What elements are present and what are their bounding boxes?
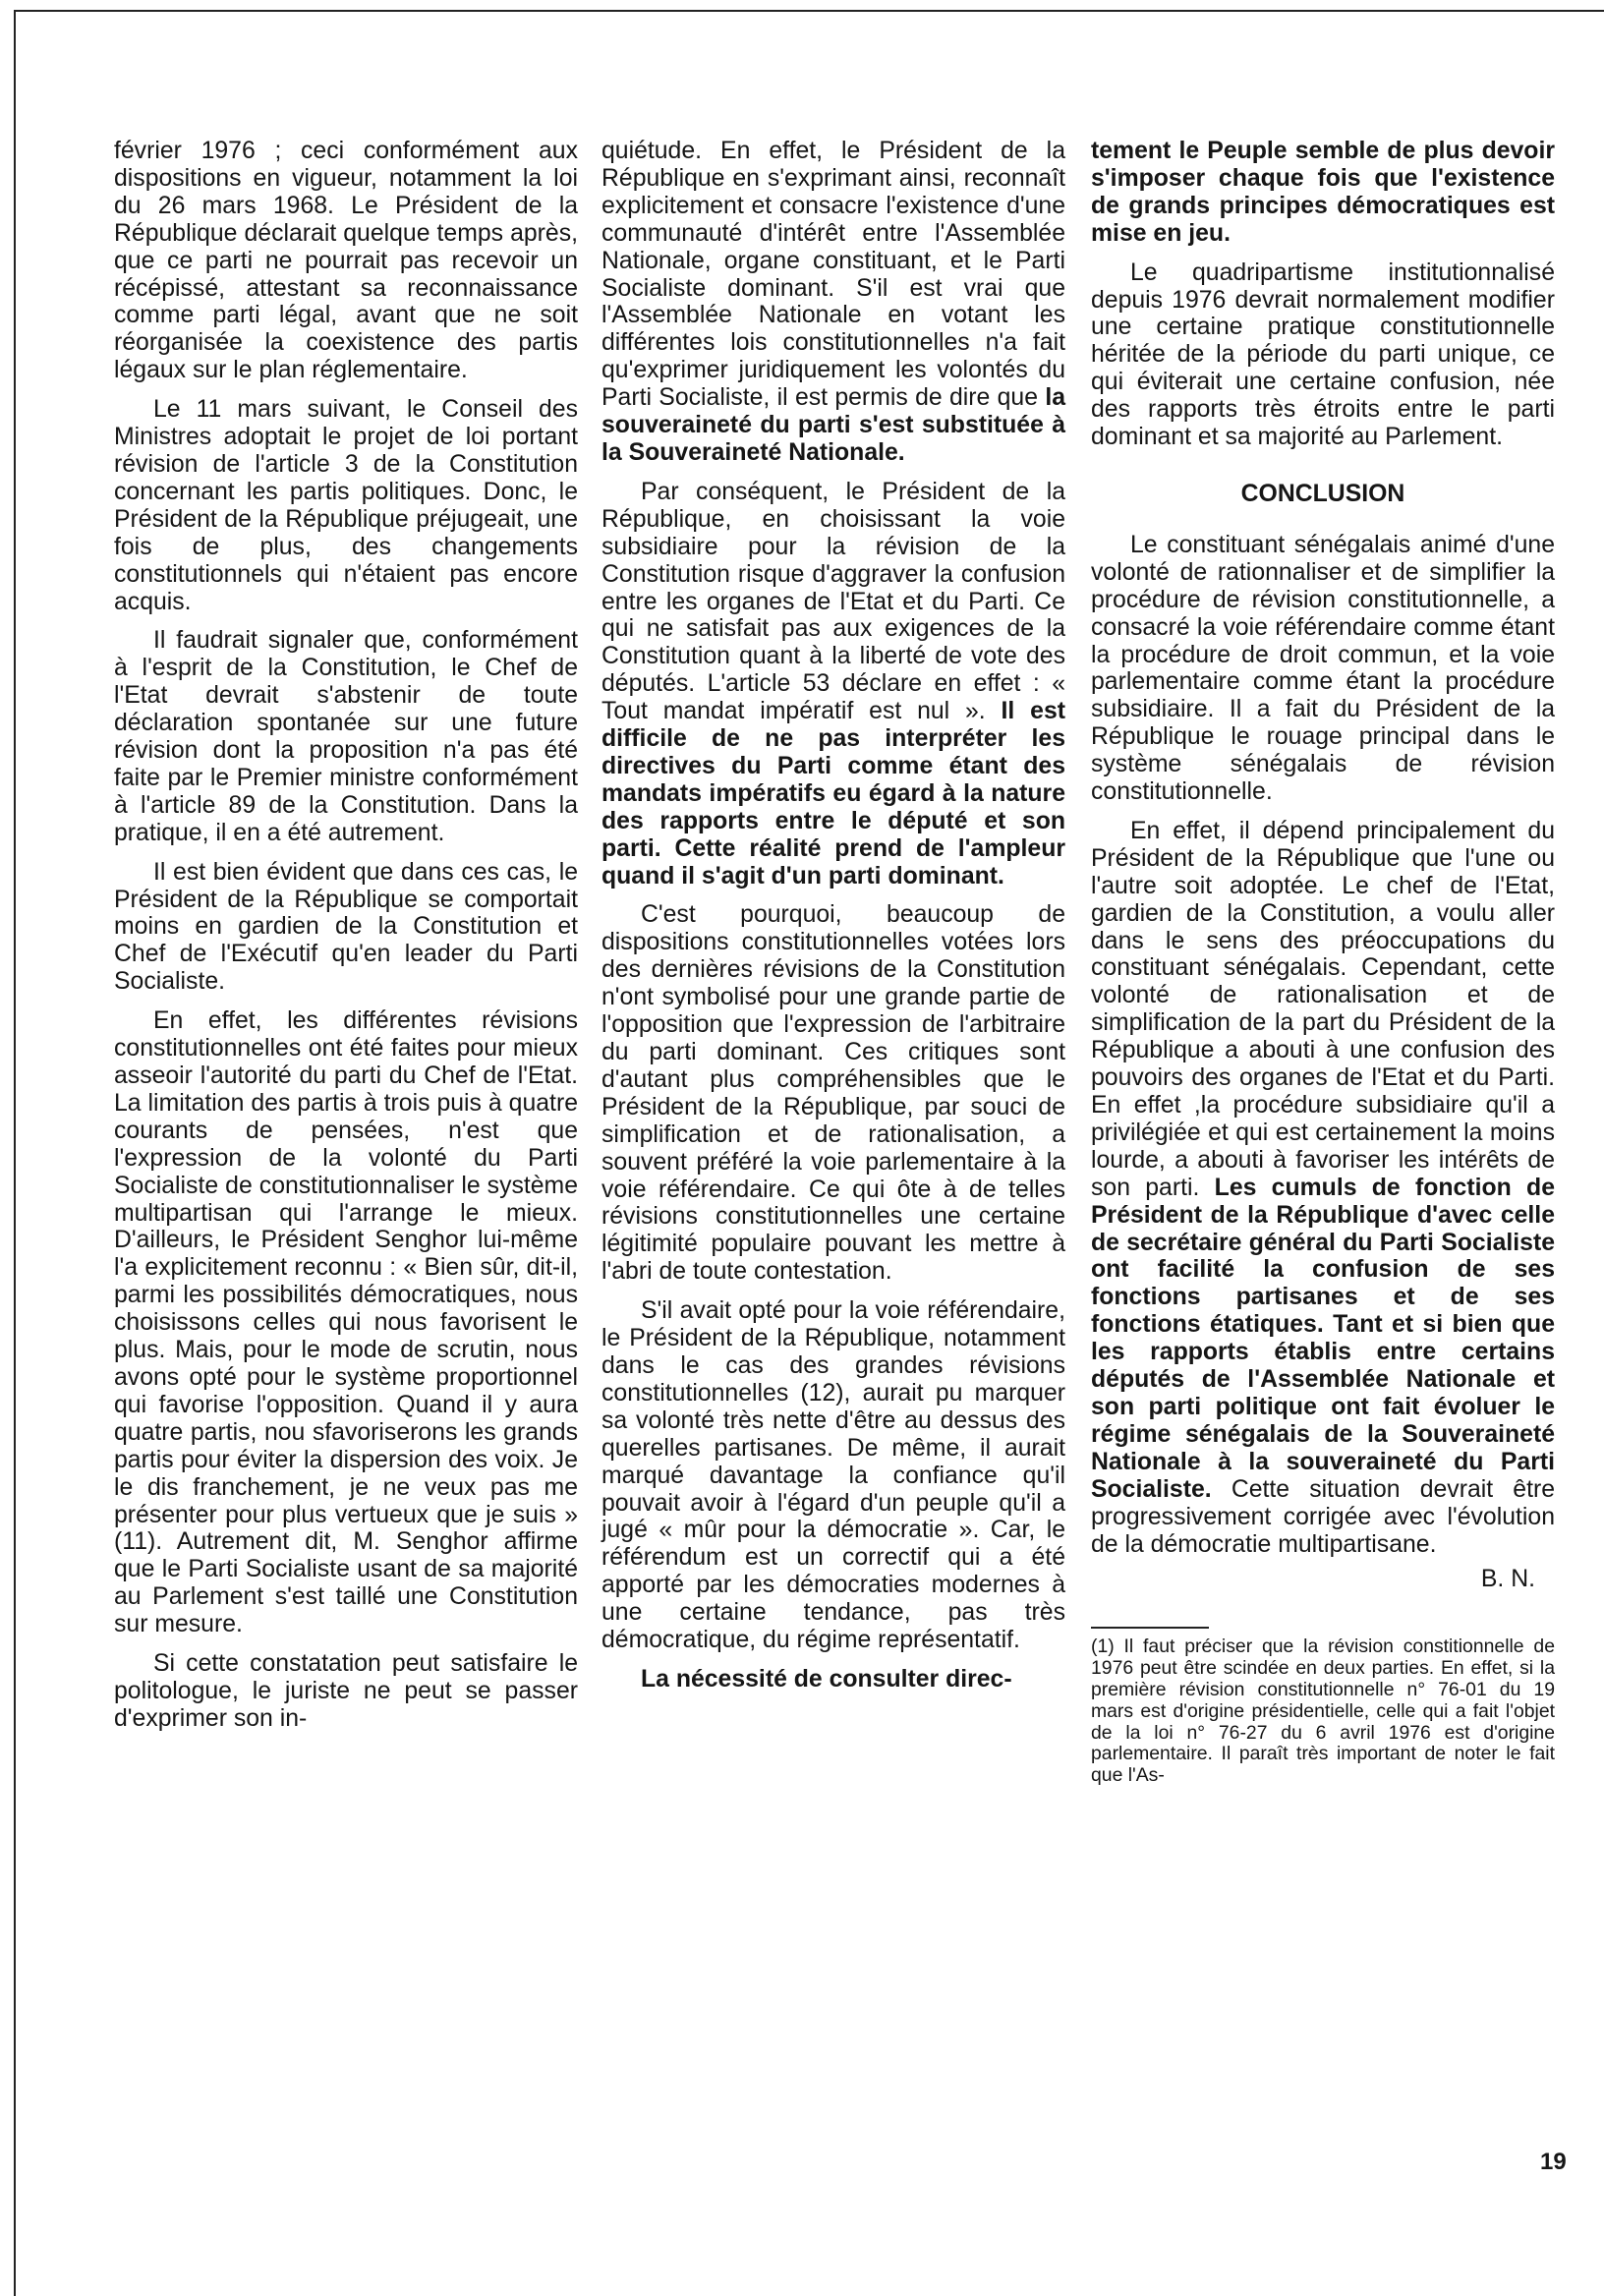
bold-emphasis: Il est difficile de ne pas interpréter les directives du Parti comme étant des mandats impératifs eu égard à la nature des rapports entre le député et son parti. Cette réalité prend de l'ampleur quand il s'agit d'un parti dominant. [602,698,1066,890]
page-number: 19 [1540,2149,1567,2175]
text-column-2 [602,138,1065,1705]
footnote: (1) Il faut préciser que la révision constitionnelle de 1976 peut être scindée en deux parties. En effet, si la première révision constitutionnelle n° 76-01 du 19 mars est d'origine présidentielle, celle qui a fait l'objet de la loi n° 76-27 du 6 avril 1976 est d'origine parlementaire. Il paraît très important de noter le fait que l'As- [1091,1636,1555,1787]
bold-emphasis: Les cumuls de fonction de Président de la République d'avec celle de secrétaire général du Parti Socialiste ont facilité la confusion de ses fonctions partisanes et de ses fonctions étatiques. Tant et si bien que les rapports établis entre certains députés de l'Assemblée Nationale et son parti politique ont fait évoluer le régime sénégalais de la Souveraineté Nationale à la souveraineté du Parti Socialiste. [1091,1174,1555,1503]
paragraph-text: Par conséquent, le Président de la République, en choisissant la voie subsidiaire pour la révision de la Constitution risque d'aggraver la confusion entre les organes de l'Etat et du Parti. Ce qui ne satisfait pas aux exigences de la Constitution quant à la liberté de vote des députés. L'article 53 déclare en effet : « Tout mandat impératif est nul ». [602,478,1065,725]
paragraph-text: En effet, il dépend principalement du Président de la République que l'une ou l'autre soit adoptée. Le chef de l'Etat, gardien de la Constitution, a voulu aller dans le sens des préoccupations du constituant sénégalais. Cependant, cette volonté de rationalisation et de simplification de la part du Président de la République a abouti à une confusion des pouvoirs des organes de l'Etat et du Parti. En effet ,la procédure subsidiaire qu'il a privilégiée et qui est certainement la moins lourde, a abouti à favoriser les intérêts de son parti. [1091,817,1555,1201]
paragraph: février 1976 ; ceci conformément aux dispositions en vigueur, notamment la loi du 26 mars 1968. Le Président de la République déclarait quelque temps après, que ce parti ne pourrait pas recevoir un récépissé, attestant sa reconnaissance comme parti légal, avant que ne soit réorganisée la coexistence des partis légaux sur le plan réglementaire. [114,138,578,384]
paragraph-text: quiétude. En effet, le Président de la République en s'exprimant ainsi, reconnaît explicitement et consacre l'existence d'une communauté d'intérêt entre l'Assemblée Nationale, organe constituant, et le Parti Socialiste dominant. S'il est vrai que l'Assemblée Nationale en votant les différentes lois constitutionnelles n'a fait qu'exprimer juridiquement les volontés du Parti Socialiste, il est permis de dire que [602,138,1065,412]
paragraph: Le constituant sénégalais animé d'une volonté de rationnaliser et de simplifier la procédure de révision constitutionnelle, a consacré la voie référendaire comme étant la procédure de droit commun, et la voie parlementaire comme étant la procédure subsidiaire. Il a fait du Président de la République le rouage principal dans le système sénégalais de révision constitutionnelle. [1091,531,1555,806]
paragraph: En effet, les différentes révisions constitutionnelles ont été faites pour mieux asseoir l'autorité du parti du Chef de l'Etat. La limitation des partis à trois puis à quatre courants de pensées, n'est que l'expression de la volonté du Parti Socialiste de constitutionnaliser le système multipartisan qui l'arrange le mieux. D'ailleurs, le Président Senghor lui-même l'a explicitement reconnu : « Bien sûr, dit-il, parmi les possibilités démocratiques, nous choisissons celles qui nous favorisent le plus. Mais, pour le mode de scrutin, nous avons opté pour le système proportionnel qui favorise l'opposition. Quand il y aura quatre partis, nou sfavoriserons les grands partis pour éviter la dispersion des voix. Je le dis franchement, je ne veux pas me présenter pour plus vertueux que je suis » (11). Autrement dit, M. Senghor affirme que le Parti Socialiste usant de sa majorité au Parlement s'est taillé une Constitution sur mesure. [114,1007,578,1638]
bold-emphasis: La nécessité de consulter direc- [641,1665,1012,1693]
paragraph-text: Cette situation devrait être progressivement corrigée avec l'évolution de la démocratie multipartisane. [1091,1475,1556,1558]
footnote-divider [1091,1627,1209,1629]
paragraph [602,479,1065,890]
paragraph: Le quadripartisme institutionnalisé depuis 1976 devrait normalement modifier une certaine pratique constitutionnelle héritée de la période du parti unique, ce qui éviterait une certaine confusion, née des rapports très étroits entre le parti dominant et sa majorité au Parlement. [1091,258,1555,451]
paragraph: Il est bien évident que dans ces cas, le Président de la République se comportait moins en gardien de la Constitution et Chef de l'Exécutif qu'en leader du Parti Socialiste. [114,858,578,996]
paragraph: S'il avait opté pour la voie référendaire, le Président de la République, notamment dans le cas des grandes révisions constitutionnelles (12), aurait pu marquer sa volonté très nette d'être au dessus des querelles partisanes. De même, il aurait marqué davantage la confiance qu'il pouvait avoir à l'égard d'un peuple qu'il a jugé « mûr pour la démocratie ». Car, le référendum est un correctif qui a été apporté par les démocraties modernes à une certaine tendance, pas très démocratique, du régime représentatif. [602,1297,1065,1654]
paragraph [1091,138,1555,248]
bold-emphasis: la souveraineté du parti s'est substituée à la Souveraineté Nationale. [602,384,1066,466]
paragraph [602,138,1065,467]
paragraph: Si cette constatation peut satisfaire le politologue, le juriste ne peut se passer d'exprimer son in- [114,1650,578,1732]
text-column-3 [1091,138,1555,1799]
author-signature: B. N. [1480,1566,1535,1593]
text-column-1 [114,138,578,1745]
paragraph [1091,818,1555,1558]
section-heading: CONCLUSION [1240,480,1405,507]
bold-emphasis: tement le Peuple semble de plus devoir s'imposer chaque fois que l'existence de grands principes démocratiques est mise en jeu. [1091,138,1555,247]
paragraph: Le 11 mars suivant, le Conseil des Ministres adoptait le projet de loi portant révision de l'article 3 de la Constitution concernant les partis politiques. Donc, le Président de la République préjugeait, une fois de plus, des changements constitutionnels qui n'étaient pas encore acquis. [114,396,578,615]
paragraph: Il faudrait signaler que, conformément à l'esprit de la Constitution, le Chef de l'Etat devrait s'abstenir de toute déclaration spontanée sur une future révision dont la proposition n'a pas été faite par le Premier ministre conformément à l'article 89 de la Constitution. Dans la pratique, il en a été autrement. [114,627,578,846]
paragraph: C'est pourquoi, beaucoup de dispositions constitutionnelles votées lors des dernières révisions de la Constitution n'ont symbolisé pour une grande partie de l'opposition que l'expression de l'arbitraire du parti dominant. Ces critiques sont d'autant plus compréhensibles que le Président de la République, par souci de simplification et de rationalisation, a souvent préféré la voie parlementaire à la voie référendaire. Ce qui ôte à de telles révisions constitutionnelles une certaine légitimité populaire pouvant les mettre à l'abri de toute contestation. [602,901,1065,1286]
paragraph [602,1666,1065,1693]
